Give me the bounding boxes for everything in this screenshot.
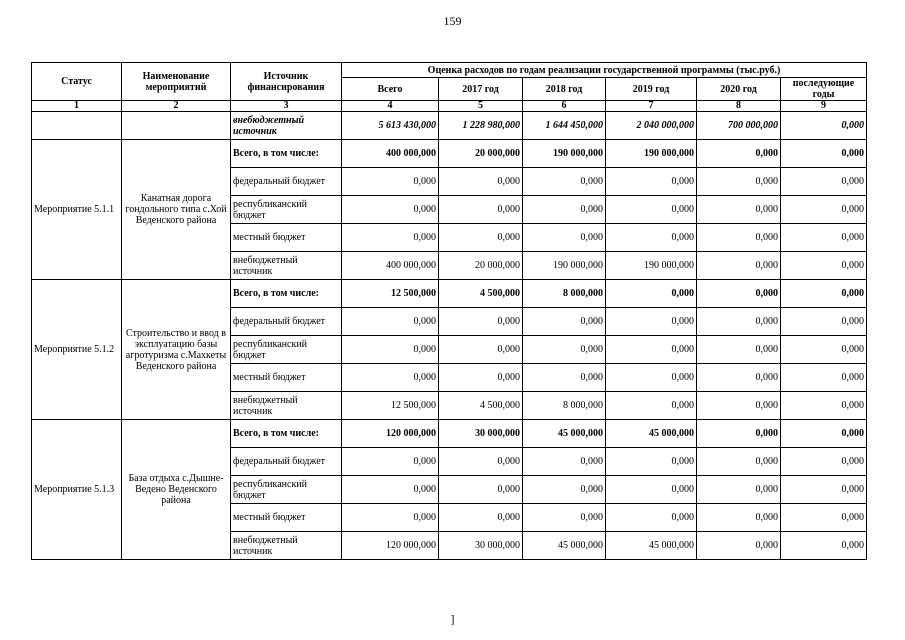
value-cell: 0,000 xyxy=(781,112,867,140)
status-cell: Мероприятие 5.1.3 xyxy=(32,420,122,560)
value-cell: 190 000,000 xyxy=(606,252,697,280)
value-cell: 0,000 xyxy=(606,336,697,364)
value-cell: 0,000 xyxy=(342,308,439,336)
value-cell: 120 000,000 xyxy=(342,420,439,448)
value-cell: 45 000,000 xyxy=(523,420,606,448)
budget-table xyxy=(31,62,867,560)
value-cell: 0,000 xyxy=(606,308,697,336)
source-cell: внебюджетный источник xyxy=(231,532,342,560)
source-cell: местный бюджет xyxy=(231,364,342,392)
value-cell: 0,000 xyxy=(781,532,867,560)
value-cell: 45 000,000 xyxy=(606,420,697,448)
value-cell: 0,000 xyxy=(781,224,867,252)
value-cell: 0,000 xyxy=(439,196,523,224)
value-cell: 0,000 xyxy=(523,168,606,196)
value-cell: 0,000 xyxy=(606,448,697,476)
header-year: 2017 год xyxy=(439,78,523,101)
status-cell: Мероприятие 5.1.1 xyxy=(32,140,122,280)
value-cell: 0,000 xyxy=(697,168,781,196)
value-cell: 0,000 xyxy=(697,336,781,364)
status-cell: Мероприятие 5.1.2 xyxy=(32,280,122,420)
value-cell: 0,000 xyxy=(523,476,606,504)
value-cell: 0,000 xyxy=(523,196,606,224)
value-cell: 8 000,000 xyxy=(523,392,606,420)
header-source: Источник финансирования xyxy=(231,63,342,101)
table-row xyxy=(32,280,867,308)
header-year: Всего xyxy=(342,78,439,101)
value-cell: 190 000,000 xyxy=(523,252,606,280)
table-row xyxy=(32,112,867,140)
value-cell: 190 000,000 xyxy=(606,140,697,168)
source-cell: местный бюджет xyxy=(231,224,342,252)
page-number: 159 xyxy=(443,14,462,28)
value-cell: 45 000,000 xyxy=(606,532,697,560)
value-cell: 0,000 xyxy=(606,476,697,504)
value-cell: 0,000 xyxy=(781,252,867,280)
source-cell: федеральный бюджет xyxy=(231,168,342,196)
value-cell: 0,000 xyxy=(697,504,781,532)
value-cell: 4 500,000 xyxy=(439,280,523,308)
header-year: последующие годы xyxy=(781,78,867,101)
value-cell: 0,000 xyxy=(342,336,439,364)
value-cell: 20 000,000 xyxy=(439,252,523,280)
value-cell: 0,000 xyxy=(697,140,781,168)
column-index: 9 xyxy=(781,101,867,112)
value-cell: 0,000 xyxy=(523,504,606,532)
value-cell: 0,000 xyxy=(342,168,439,196)
event-name-cell: База отдыха с.Дышне-Ведено Веденского района xyxy=(122,420,231,560)
value-cell: 0,000 xyxy=(781,140,867,168)
value-cell: 0,000 xyxy=(781,448,867,476)
value-cell: 0,000 xyxy=(606,168,697,196)
value-cell: 0,000 xyxy=(439,308,523,336)
header-year: 2019 год xyxy=(606,78,697,101)
value-cell: 0,000 xyxy=(697,196,781,224)
value-cell: 30 000,000 xyxy=(439,420,523,448)
value-cell: 5 613 430,000 xyxy=(342,112,439,140)
value-cell: 0,000 xyxy=(342,224,439,252)
value-cell: 0,000 xyxy=(439,448,523,476)
value-cell: 0,000 xyxy=(523,308,606,336)
value-cell: 0,000 xyxy=(697,364,781,392)
source-cell: внебюджетный источник xyxy=(231,252,342,280)
value-cell: 0,000 xyxy=(342,504,439,532)
value-cell: 0,000 xyxy=(781,308,867,336)
value-cell: 20 000,000 xyxy=(439,140,523,168)
value-cell: 0,000 xyxy=(697,224,781,252)
value-cell: 0,000 xyxy=(697,476,781,504)
value-cell: 0,000 xyxy=(342,448,439,476)
value-cell: 0,000 xyxy=(342,364,439,392)
value-cell: 0,000 xyxy=(439,476,523,504)
value-cell: 8 000,000 xyxy=(523,280,606,308)
source-cell: внебюджетный источник xyxy=(231,112,342,140)
column-index: 2 xyxy=(122,101,231,112)
value-cell: 0,000 xyxy=(781,476,867,504)
header-year: 2020 год xyxy=(697,78,781,101)
source-cell: республиканский бюджет xyxy=(231,196,342,224)
value-cell: 190 000,000 xyxy=(523,140,606,168)
event-name-cell: Канатная дорога гондольного типа с.Хой Веденского района xyxy=(122,140,231,280)
value-cell: 1 644 450,000 xyxy=(523,112,606,140)
value-cell: 30 000,000 xyxy=(439,532,523,560)
value-cell: 0,000 xyxy=(523,224,606,252)
value-cell: 0,000 xyxy=(781,196,867,224)
value-cell: 12 500,000 xyxy=(342,280,439,308)
value-cell: 0,000 xyxy=(697,532,781,560)
table-row xyxy=(32,420,867,448)
header-name: Наименование мероприятий xyxy=(122,63,231,101)
value-cell: 45 000,000 xyxy=(523,532,606,560)
value-cell: 400 000,000 xyxy=(342,140,439,168)
value-cell: 0,000 xyxy=(606,504,697,532)
value-cell: 0,000 xyxy=(781,280,867,308)
source-cell: внебюджетный источник xyxy=(231,392,342,420)
value-cell: 0,000 xyxy=(342,476,439,504)
column-index: 4 xyxy=(342,101,439,112)
value-cell: 4 500,000 xyxy=(439,392,523,420)
source-cell: местный бюджет xyxy=(231,504,342,532)
event-name-cell: Строительство и ввод в эксплуатацию базы агротуризма с.Махкеты Веденского района xyxy=(122,280,231,420)
column-index: 3 xyxy=(231,101,342,112)
source-cell: федеральный бюджет xyxy=(231,448,342,476)
column-index: 1 xyxy=(32,101,122,112)
value-cell: 0,000 xyxy=(606,392,697,420)
value-cell: 0,000 xyxy=(781,392,867,420)
value-cell: 0,000 xyxy=(781,504,867,532)
value-cell: 12 500,000 xyxy=(342,392,439,420)
source-cell: федеральный бюджет xyxy=(231,308,342,336)
source-cell: республиканский бюджет xyxy=(231,476,342,504)
value-cell: 0,000 xyxy=(439,336,523,364)
value-cell: 0,000 xyxy=(439,224,523,252)
source-cell: республиканский бюджет xyxy=(231,336,342,364)
value-cell: 0,000 xyxy=(697,392,781,420)
source-cell: Всего, в том числе: xyxy=(231,280,342,308)
value-cell: 0,000 xyxy=(697,252,781,280)
value-cell: 120 000,000 xyxy=(342,532,439,560)
value-cell: 0,000 xyxy=(439,504,523,532)
header-group: Оценка расходов по годам реализации государственной программы (тыс.руб.) xyxy=(342,63,867,78)
value-cell: 0,000 xyxy=(697,308,781,336)
value-cell: 0,000 xyxy=(697,420,781,448)
value-cell: 0,000 xyxy=(523,364,606,392)
value-cell: 0,000 xyxy=(342,196,439,224)
value-cell: 0,000 xyxy=(697,448,781,476)
column-index: 5 xyxy=(439,101,523,112)
value-cell: 0,000 xyxy=(439,364,523,392)
value-cell: 0,000 xyxy=(606,364,697,392)
source-cell: Всего, в том числе: xyxy=(231,140,342,168)
value-cell: 0,000 xyxy=(606,280,697,308)
value-cell: 0,000 xyxy=(781,420,867,448)
value-cell: 0,000 xyxy=(781,336,867,364)
source-cell: Всего, в том числе: xyxy=(231,420,342,448)
value-cell: 0,000 xyxy=(523,336,606,364)
header-year: 2018 год xyxy=(523,78,606,101)
value-cell: 700 000,000 xyxy=(697,112,781,140)
value-cell: 0,000 xyxy=(781,364,867,392)
value-cell: 2 040 000,000 xyxy=(606,112,697,140)
value-cell: 0,000 xyxy=(606,224,697,252)
footer-mark: ] xyxy=(450,612,455,626)
column-index: 8 xyxy=(697,101,781,112)
value-cell: 400 000,000 xyxy=(342,252,439,280)
header-status: Статус xyxy=(32,63,122,101)
value-cell: 0,000 xyxy=(606,196,697,224)
column-index: 7 xyxy=(606,101,697,112)
value-cell: 0,000 xyxy=(697,280,781,308)
table-row xyxy=(32,140,867,168)
value-cell: 0,000 xyxy=(781,168,867,196)
column-index: 6 xyxy=(523,101,606,112)
value-cell: 0,000 xyxy=(439,168,523,196)
value-cell: 0,000 xyxy=(523,448,606,476)
value-cell: 1 228 980,000 xyxy=(439,112,523,140)
